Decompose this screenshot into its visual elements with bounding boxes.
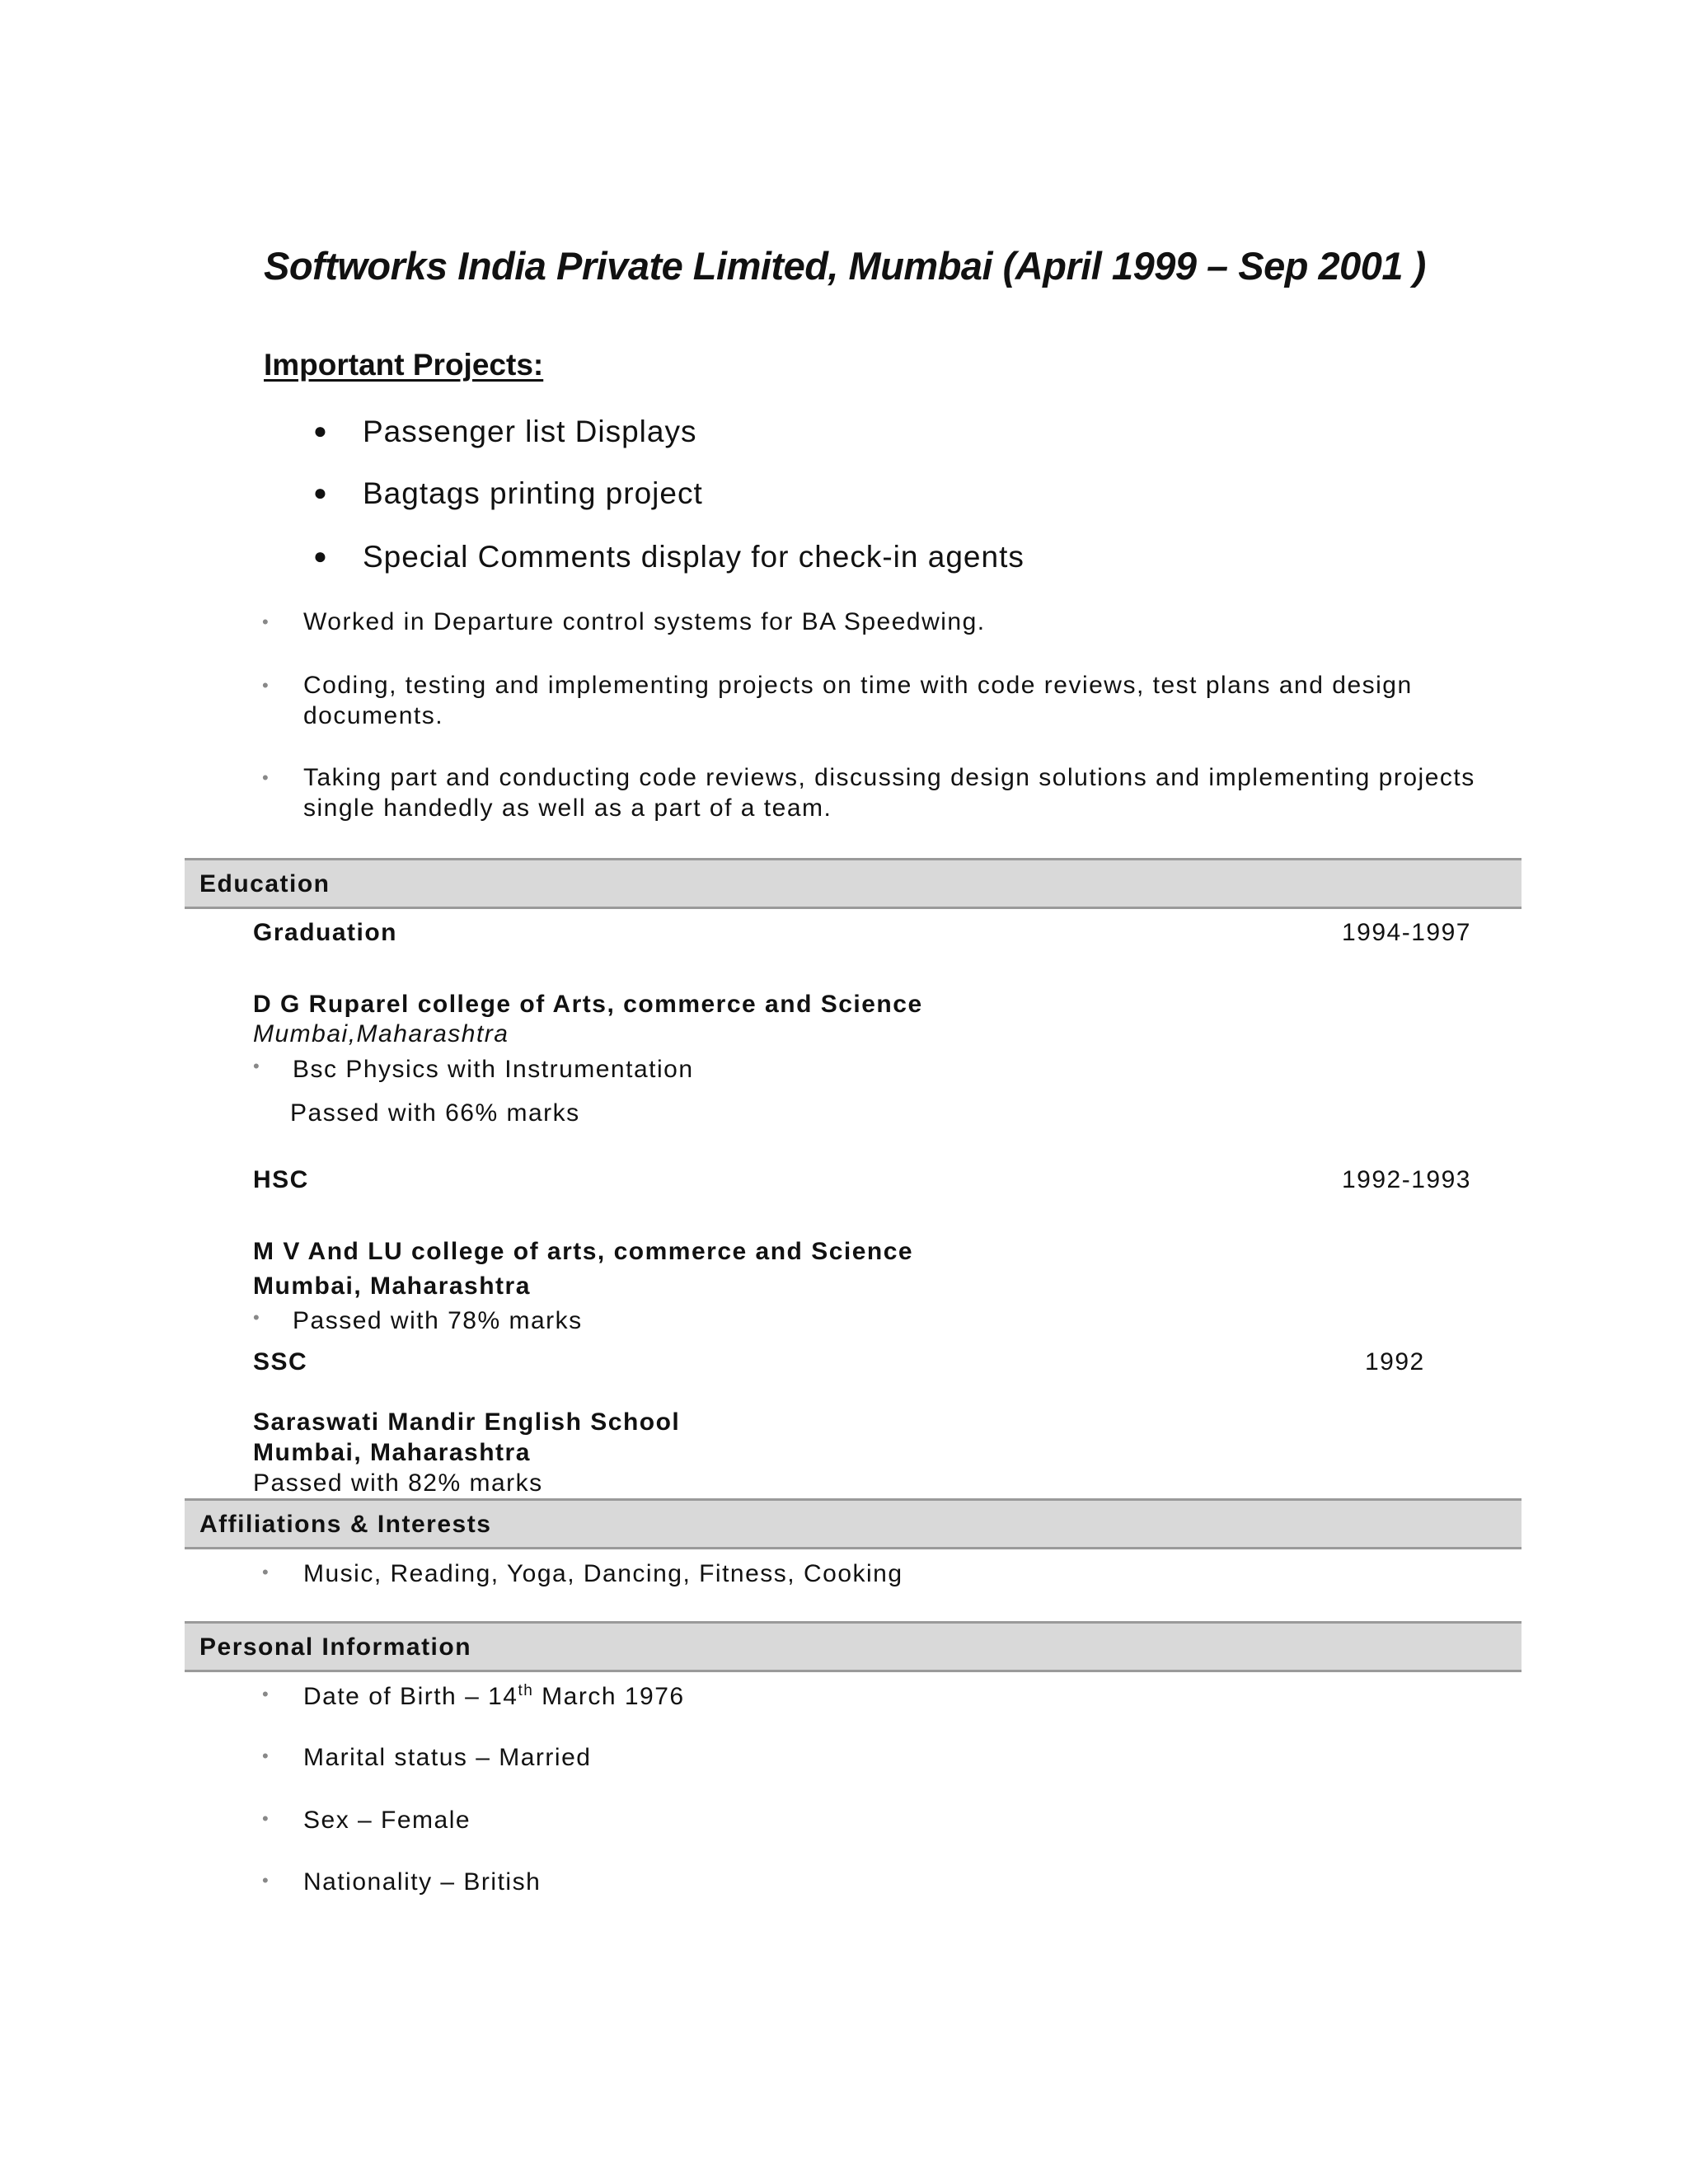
sex-item: • Sex – Female <box>262 1807 471 1834</box>
project-item: ● Special Comments display for check-in agents <box>313 540 1025 574</box>
bullet-icon: • <box>262 1808 270 1829</box>
education-level: Graduation <box>253 919 398 946</box>
duty-item: • Coding, testing and implementing projects on time with code reviews, test plans and design documents. <box>262 672 1413 729</box>
education-result: Passed with 82% marks <box>253 1469 543 1497</box>
education-years: 1992-1993 <box>1342 1166 1471 1193</box>
institution-location: Mumbai, Maharashtra <box>253 1272 531 1300</box>
bullet-icon: • <box>262 1746 270 1766</box>
bullet-icon: ● <box>313 418 328 443</box>
result-item: • Passed with 78% marks <box>253 1307 583 1334</box>
degree-item: • Bsc Physics with Instrumentation <box>253 1056 694 1083</box>
education-level: HSC <box>253 1166 309 1193</box>
education-level: SSC <box>253 1348 308 1376</box>
education-result: Passed with 66% marks <box>290 1099 580 1127</box>
bullet-icon: • <box>253 1307 261 1328</box>
institution-location: Mumbai,Maharashtra <box>253 1020 509 1047</box>
nationality-item: • Nationality – British <box>262 1868 542 1896</box>
bullet-icon: ● <box>313 480 328 505</box>
institution-name: M V And LU college of arts, commerce and Science <box>253 1238 914 1265</box>
project-item: ● Bagtags printing project <box>313 476 703 510</box>
education-years: 1992 <box>1365 1348 1425 1376</box>
institution-name: D G Ruparel college of Arts, commerce and Science <box>253 991 923 1018</box>
institution-location: Mumbai, Maharashtra <box>253 1439 531 1466</box>
education-years: 1994-1997 <box>1342 919 1471 946</box>
personal-section-header <box>185 1621 1522 1672</box>
section-title: Personal Information <box>199 1633 472 1661</box>
institution-name: Saraswati Mandir English School <box>253 1408 681 1436</box>
bullet-icon: • <box>262 1562 270 1582</box>
bullet-icon: ● <box>313 543 328 569</box>
marital-item: • Marital status – Married <box>262 1744 592 1771</box>
interests-item: • Music, Reading, Yoga, Dancing, Fitness, Cooking <box>262 1560 903 1587</box>
bullet-icon: • <box>262 675 270 696</box>
duty-item: • Worked in Departure control systems for BA Speedwing. <box>262 608 986 635</box>
projects-heading: Important Projects: <box>264 348 544 382</box>
bullet-icon: • <box>253 1056 261 1076</box>
project-item: ● Passenger list Displays <box>313 415 697 448</box>
section-title: Affiliations & Interests <box>199 1511 492 1538</box>
job-title: Softworks India Private Limited, Mumbai (April 1999 – Sep 2001 ) <box>264 244 1426 288</box>
dob-item: • Date of Birth – 14th March 1976 <box>262 1682 685 1710</box>
bullet-icon: • <box>262 1870 270 1891</box>
education-section-header <box>185 858 1522 909</box>
duty-item: • Taking part and conducting code reviews, discussing design solutions and implementing projects single handedly as well as a part of a team. <box>262 764 1475 822</box>
bullet-icon: • <box>262 767 270 788</box>
bullet-icon: • <box>262 1684 270 1704</box>
bullet-icon: • <box>262 612 270 632</box>
affiliations-section-header <box>185 1498 1522 1549</box>
section-title: Education <box>199 870 331 898</box>
